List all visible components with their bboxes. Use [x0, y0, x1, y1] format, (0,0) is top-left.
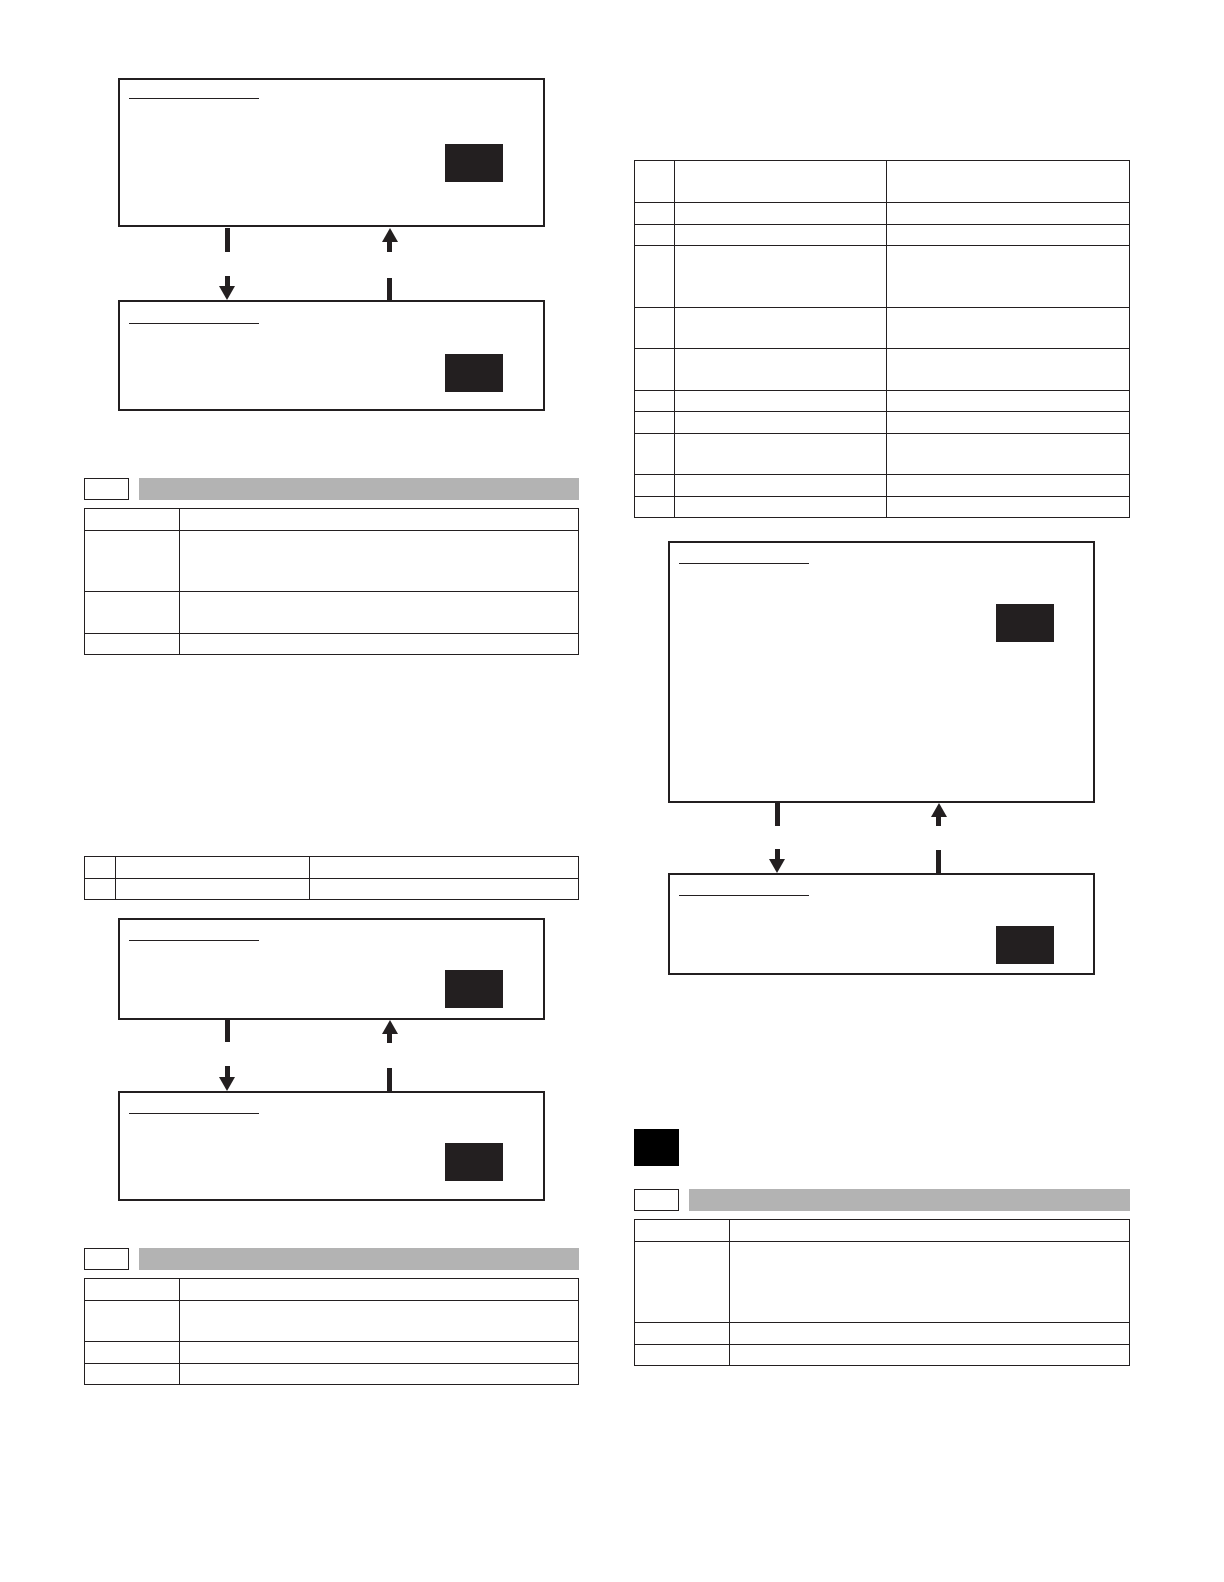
- table-row: [635, 391, 1130, 412]
- screen-key-button[interactable]: [445, 354, 503, 392]
- table-cell: [635, 246, 675, 308]
- section-title-band: [689, 1189, 1130, 1211]
- table-cell: [635, 391, 675, 412]
- table-cell: [85, 1364, 180, 1385]
- table-row: [635, 203, 1130, 225]
- table-cell: [675, 308, 887, 349]
- arrow-up-icon: [382, 228, 398, 242]
- table-cell: [730, 1220, 1130, 1242]
- table-row: [85, 531, 579, 592]
- table-cell: [675, 434, 887, 475]
- table-cell: [635, 203, 675, 225]
- table-cell: [887, 246, 1130, 308]
- section-title-band: [139, 478, 579, 500]
- table-cell: [635, 412, 675, 434]
- table-row: [635, 1242, 1130, 1323]
- section-code-box: [84, 478, 129, 500]
- table-cell: [887, 161, 1130, 203]
- table-cell: [635, 1323, 730, 1345]
- table-row: [635, 1323, 1130, 1345]
- lcd-screen-c-top: [668, 541, 1095, 803]
- table-cell: [116, 879, 310, 900]
- arrow-up-shaft: [936, 850, 941, 874]
- table-cell: [180, 634, 579, 655]
- arrow-down-shaft: [225, 228, 230, 252]
- table-cell: [675, 412, 887, 434]
- table-cell: [85, 1301, 180, 1342]
- table-cell: [635, 349, 675, 391]
- arrow-down-icon: [219, 1077, 235, 1091]
- table-cell: [85, 1342, 180, 1364]
- table-row: [635, 1220, 1130, 1242]
- chapter-tab: [634, 1129, 679, 1166]
- arrow-down-icon: [219, 286, 235, 300]
- table-cell: [675, 349, 887, 391]
- table-cell: [85, 634, 180, 655]
- table-row: [85, 509, 579, 531]
- table-cell: [85, 509, 180, 531]
- table-cell: [116, 857, 310, 879]
- table-cell: [887, 203, 1130, 225]
- screen-title-underline: [129, 98, 259, 99]
- screen-key-button[interactable]: [445, 1143, 503, 1181]
- table-cell: [730, 1345, 1130, 1366]
- lcd-screen-a-top: [118, 78, 545, 227]
- screen-title-underline: [679, 895, 809, 896]
- lcd-screen-c-bottom: [668, 873, 1095, 975]
- table-row: [635, 1345, 1130, 1366]
- table-cell: [730, 1323, 1130, 1345]
- screen-title-underline: [129, 323, 259, 324]
- table-cell: [635, 497, 675, 518]
- screen-title-underline: [129, 940, 259, 941]
- table-cell: [85, 592, 180, 634]
- arrow-down-shaft: [775, 803, 780, 826]
- table-cell: [635, 1220, 730, 1242]
- arrow-down-shaft: [225, 1020, 230, 1042]
- table-cell: [675, 497, 887, 518]
- table-cell: [180, 1301, 579, 1342]
- table-row: [85, 879, 579, 900]
- table-row: [635, 434, 1130, 475]
- table-cell: [730, 1242, 1130, 1323]
- table-cell: [887, 412, 1130, 434]
- section-code-box: [634, 1189, 679, 1211]
- arrow-up-icon: [931, 803, 947, 817]
- table-cell: [887, 391, 1130, 412]
- table-cell: [635, 1242, 730, 1323]
- table-cell: [887, 225, 1130, 246]
- table-cell: [675, 203, 887, 225]
- table-cell: [887, 497, 1130, 518]
- lcd-screen-b-bottom: [118, 1091, 545, 1201]
- table-cell: [85, 857, 116, 879]
- large-three-column-table: [634, 160, 1130, 518]
- table-row: [635, 497, 1130, 518]
- table-cell: [635, 1345, 730, 1366]
- table-row: [85, 1364, 579, 1385]
- screen-key-button[interactable]: [996, 926, 1054, 964]
- table-cell: [635, 308, 675, 349]
- table-cell: [675, 246, 887, 308]
- table-cell: [180, 592, 579, 634]
- table-row: [635, 246, 1130, 308]
- table-cell: [310, 857, 579, 879]
- table-cell: [85, 531, 180, 592]
- lcd-screen-b-top: [118, 918, 545, 1020]
- table-cell: [180, 1342, 579, 1364]
- table-cell: [675, 161, 887, 203]
- screen-title-underline: [129, 1113, 259, 1114]
- section-3-table: [634, 1219, 1130, 1366]
- table-cell: [180, 531, 579, 592]
- table-row: [85, 1279, 579, 1301]
- section-code-box: [84, 1248, 129, 1270]
- table-cell: [180, 509, 579, 531]
- table-row: [85, 634, 579, 655]
- table-row: [85, 592, 579, 634]
- table-cell: [675, 475, 887, 497]
- table-row: [635, 412, 1130, 434]
- table-cell: [85, 879, 116, 900]
- table-row: [635, 475, 1130, 497]
- screen-key-button[interactable]: [996, 604, 1054, 642]
- table-row: [85, 857, 579, 879]
- section-1-table: [84, 508, 579, 655]
- screen-key-button[interactable]: [445, 144, 503, 182]
- table-cell: [635, 475, 675, 497]
- table-row: [85, 1301, 579, 1342]
- table-cell: [887, 434, 1130, 475]
- small-three-column-table: [84, 856, 579, 900]
- screen-key-button[interactable]: [445, 970, 503, 1008]
- table-row: [635, 349, 1130, 391]
- arrow-up-shaft: [387, 242, 392, 252]
- table-cell: [887, 349, 1130, 391]
- table-cell: [180, 1364, 579, 1385]
- lcd-screen-a-bottom: [118, 300, 545, 411]
- table-cell: [85, 1279, 180, 1301]
- arrow-up-shaft: [936, 816, 941, 826]
- arrow-up-shaft: [387, 1068, 392, 1092]
- arrow-down-icon: [769, 859, 785, 873]
- arrow-up-icon: [382, 1020, 398, 1034]
- table-row: [635, 308, 1130, 349]
- table-row: [85, 1342, 579, 1364]
- table-cell: [310, 879, 579, 900]
- table-cell: [635, 225, 675, 246]
- screen-title-underline: [679, 563, 809, 564]
- table-cell: [887, 308, 1130, 349]
- arrow-up-shaft: [387, 278, 392, 300]
- section-2-table: [84, 1278, 579, 1385]
- table-cell: [675, 391, 887, 412]
- section-title-band: [139, 1248, 579, 1270]
- table-cell: [887, 475, 1130, 497]
- table-header-row: [635, 161, 1130, 203]
- table-cell: [675, 225, 887, 246]
- table-row: [635, 225, 1130, 246]
- table-cell: [635, 161, 675, 203]
- table-cell: [635, 434, 675, 475]
- table-cell: [180, 1279, 579, 1301]
- arrow-up-shaft: [387, 1033, 392, 1043]
